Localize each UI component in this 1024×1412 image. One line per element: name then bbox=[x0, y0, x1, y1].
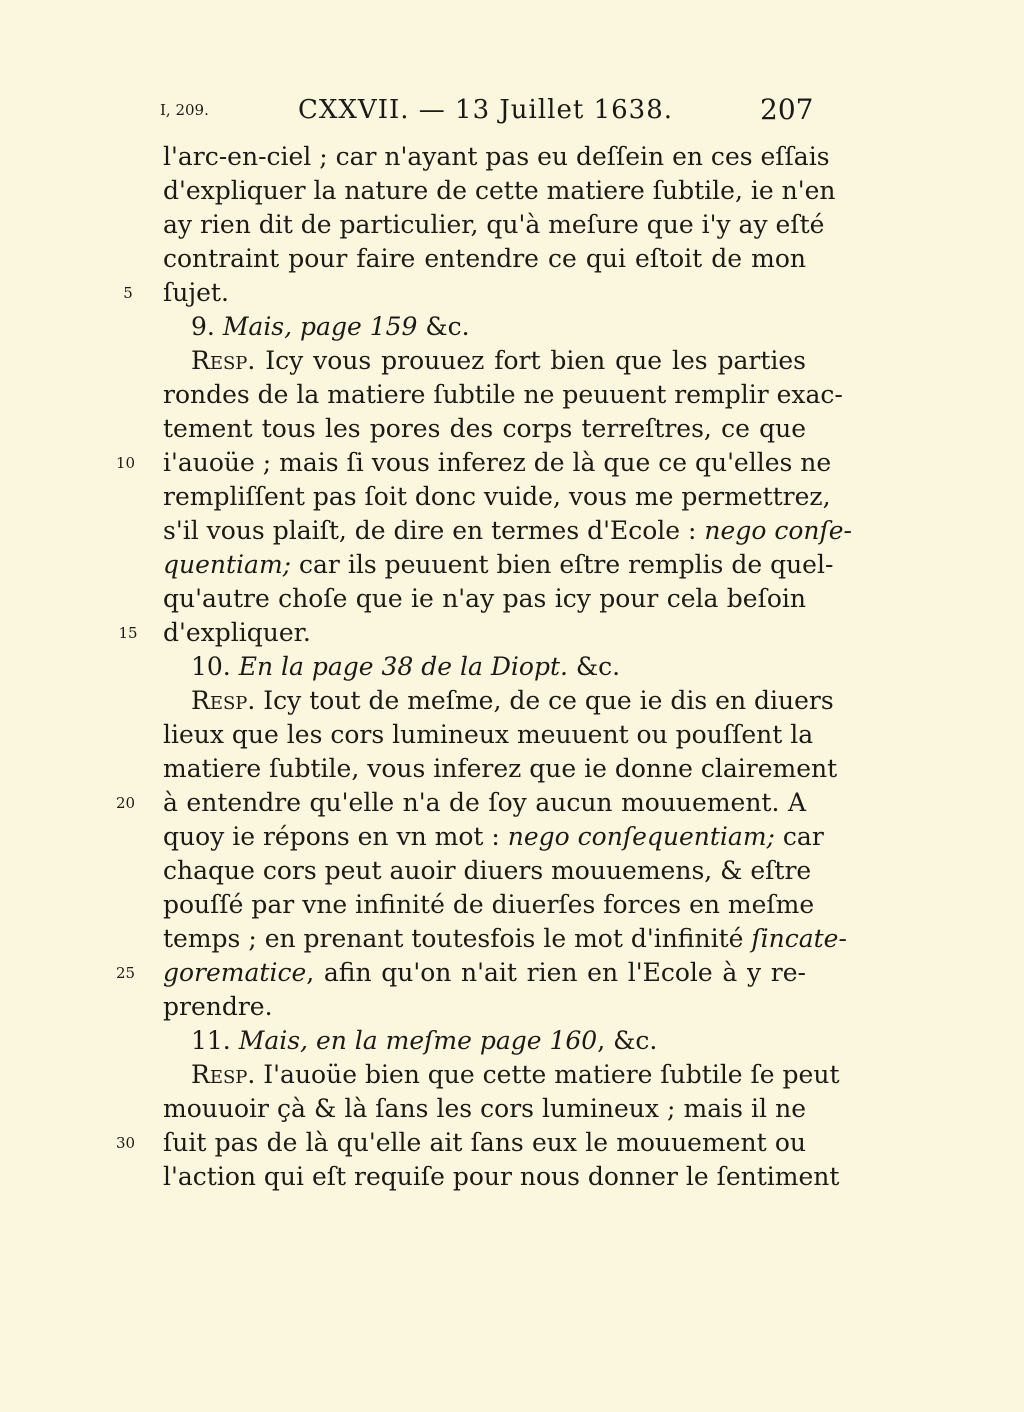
text-line: 25 gorematice, afin qu'on n'ait rien en l'Ecole à y re- bbox=[163, 956, 806, 990]
resp-label: Resp. bbox=[191, 346, 256, 375]
text-line: lieux que les cors lumineux meuuent ou pouſſent la bbox=[163, 720, 814, 749]
text-line: pouſſé par vne infinité de diuerſes forces en meſme bbox=[163, 890, 815, 919]
line-number: 25 bbox=[116, 964, 136, 982]
text-line: rempliſſent pas ſoit donc vuide, vous me permettrez, bbox=[163, 482, 831, 511]
text-line: l'action qui eſt requiſe pour nous donner le ſentiment bbox=[163, 1162, 840, 1191]
text-line: mouuoir çà & là ſans les cors lumineux ; mais il ne bbox=[163, 1094, 806, 1123]
section-heading: 11. Mais, en la meſme page 160, &c. bbox=[191, 1026, 658, 1055]
text-line: 20 à entendre qu'elle n'a de ſoy aucun mouuement. A bbox=[163, 786, 806, 820]
text-line: ay rien dit de particulier, qu'à meſure que i'y ay eſté bbox=[163, 210, 825, 239]
text-line: d'expliquer la nature de cette matiere ſubtile, ie n'en bbox=[163, 176, 836, 205]
text-line: prendre. bbox=[163, 992, 273, 1021]
edition-reference: I, 209. bbox=[160, 101, 209, 119]
text-line: contraint pour faire entendre ce qui eſtoit de mon bbox=[163, 244, 806, 273]
text-line: qu'autre choſe que ie n'ay pas icy pour cela beſoin bbox=[163, 584, 806, 613]
text-line: 15 d'expliquer. bbox=[163, 616, 806, 650]
text-line: quentiam; car ils peuuent bien eſtre remplis de quel- bbox=[163, 550, 834, 579]
text-line: Resp. Icy vous prouuez fort bien que les parties bbox=[191, 346, 806, 375]
text-line: 30 ſuit pas de là qu'elle ait ſans eux le mouuement ou bbox=[163, 1126, 806, 1160]
text-body bbox=[116, 140, 852, 1194]
text-line: s'il vous plaiſt, de dire en termes d'Ecole : nego conſe- bbox=[163, 516, 852, 545]
text-line: temps ; en prenant toutesfois le mot d'infinité ſincate- bbox=[163, 924, 847, 953]
text-line: chaque cors peut auoir diuers mouuemens, & eſtre bbox=[163, 856, 812, 885]
resp-label: Resp. bbox=[191, 686, 256, 715]
section-heading: 9. Mais, page 159 &c. bbox=[191, 312, 470, 341]
text-line: tement tous les pores des corps terreſtres, ce que bbox=[163, 414, 806, 443]
line-number: 5 bbox=[123, 284, 133, 302]
page-number: 207 bbox=[760, 93, 814, 126]
text-line: quoy ie répons en vn mot : nego conſequentiam; car bbox=[163, 822, 824, 851]
line-number: 10 bbox=[116, 454, 136, 472]
running-title: CXXVII. — 13 Juillet 1638. bbox=[298, 95, 674, 125]
line-number: 20 bbox=[116, 794, 136, 812]
text-line: Resp. Icy tout de meſme, de ce que ie dis en diuers bbox=[191, 686, 834, 715]
line-number: 15 bbox=[118, 624, 138, 642]
section-heading: 10. En la page 38 de la Diopt. &c. bbox=[191, 652, 621, 681]
text-line: matiere ſubtile, vous inferez que ie donne clairement bbox=[163, 754, 838, 783]
line-number: 30 bbox=[116, 1134, 136, 1152]
text-line: rondes de la matiere ſubtile ne peuuent remplir exac- bbox=[163, 380, 843, 409]
text-line: 10 i'auoüe ; mais ſi vous inferez de là que ce qu'elles ne bbox=[163, 446, 806, 480]
text-line: Resp. I'auoüe bien que cette matiere ſubtile ſe peut bbox=[191, 1060, 840, 1089]
resp-label: Resp. bbox=[191, 1060, 256, 1089]
text-line: 5 ſujet. bbox=[163, 276, 806, 310]
text-line: l'arc-en-ciel ; car n'ayant pas eu deſſein en ces eſſais bbox=[163, 142, 830, 171]
